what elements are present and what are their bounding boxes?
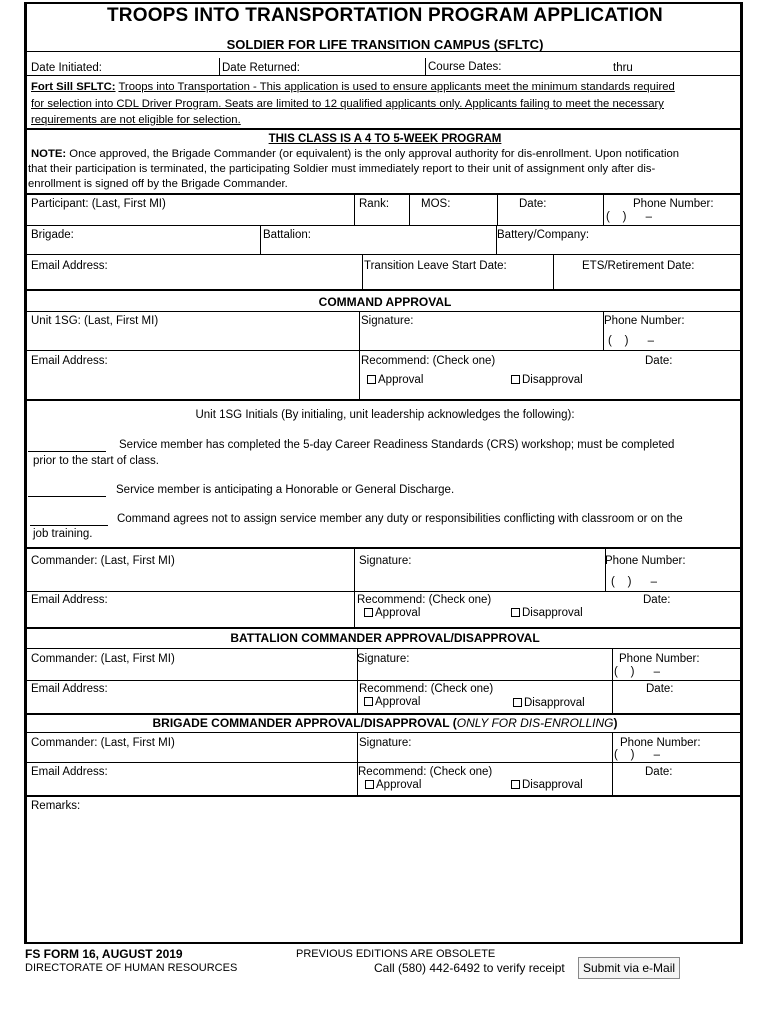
unit-1sg-disapproval-checkbox[interactable] bbox=[511, 375, 520, 384]
date-initiated-label: Date Initiated: bbox=[31, 62, 102, 74]
class-length-heading: THIS CLASS IS A 4 TO 5-WEEK PROGRAM bbox=[268, 133, 502, 145]
initials-heading: Unit 1SG Initials (By initialing, unit leadership acknowledges the following): bbox=[195, 409, 575, 421]
brigade-email-label: Email Address: bbox=[31, 766, 108, 778]
divider bbox=[25, 713, 743, 715]
commander-recommend-label: Recommend: (Check one) bbox=[357, 594, 492, 606]
initials-item-3-line-1: Command agrees not to assign service member any duty or responsibilities conflicting with classroom or on the bbox=[117, 513, 683, 525]
form-id: FS FORM 16, AUGUST 2019 bbox=[25, 947, 183, 961]
divider bbox=[425, 58, 426, 75]
divider bbox=[25, 51, 743, 52]
divider bbox=[25, 289, 743, 291]
battalion-email-label: Email Address: bbox=[31, 683, 108, 695]
ets-retirement-label: ETS/Retirement Date: bbox=[582, 260, 695, 272]
commander-phone-mask[interactable]: ( ) – bbox=[611, 576, 658, 588]
divider bbox=[25, 399, 743, 401]
initials-item-1-line-2: prior to the start of class. bbox=[33, 455, 159, 467]
transition-leave-label: Transition Leave Start Date: bbox=[364, 260, 507, 272]
commander-disapproval-checkbox[interactable] bbox=[511, 608, 520, 617]
divider bbox=[357, 733, 358, 795]
brigade-date-label: Date: bbox=[645, 766, 673, 778]
participant-phone-mask[interactable]: ( ) – bbox=[606, 211, 653, 223]
form-subtitle: SOLDIER FOR LIFE TRANSITION CAMPUS (SFLTC) bbox=[226, 37, 544, 52]
battalion-approval-label: Approval bbox=[375, 696, 421, 708]
unit-1sg-phone-mask[interactable]: ( ) – bbox=[608, 335, 655, 347]
participant-email-label: Email Address: bbox=[31, 260, 108, 272]
divider bbox=[25, 680, 743, 681]
battalion-date-label: Date: bbox=[646, 683, 674, 695]
divider bbox=[25, 254, 743, 255]
rank-label: Rank: bbox=[359, 198, 390, 210]
commander-signature-label: Signature: bbox=[359, 555, 412, 567]
unit-1sg-recommend-label: Recommend: (Check one) bbox=[361, 355, 496, 367]
unit-1sg-disapproval-label: Disapproval bbox=[522, 374, 583, 386]
brigade-heading: BRIGADE COMMANDER APPROVAL/DISAPPROVAL (ONLY FOR DIS-ENROLLING) bbox=[152, 716, 618, 730]
divider bbox=[409, 194, 410, 225]
course-dates-label: Course Dates: bbox=[428, 61, 502, 73]
divider bbox=[553, 255, 554, 289]
divider bbox=[603, 194, 604, 225]
date-returned-label: Date Returned: bbox=[222, 62, 300, 74]
commander-approval-checkbox[interactable] bbox=[364, 608, 373, 617]
intro-line-1: Fort Sill SFLTC: Troops into Transportation - This application is used to ensure applicants meet the minimum standards required bbox=[31, 81, 675, 93]
initials-item-2: Service member is anticipating a Honorable or General Discharge. bbox=[116, 484, 455, 496]
brigade-approval-label: Approval bbox=[376, 779, 422, 791]
brigade-phone-label: Phone Number: bbox=[620, 737, 701, 749]
divider bbox=[25, 591, 743, 592]
participant-name-label: Participant: (Last, First MI) bbox=[31, 198, 166, 210]
brigade-signature-label: Signature: bbox=[359, 737, 412, 749]
divider bbox=[260, 226, 261, 254]
brigade-label: Brigade: bbox=[31, 229, 74, 241]
divider bbox=[25, 225, 743, 226]
divider bbox=[25, 350, 743, 351]
divider bbox=[25, 193, 743, 195]
divider bbox=[354, 549, 355, 627]
divider bbox=[219, 58, 220, 75]
divider bbox=[359, 312, 360, 399]
brigade-phone-mask[interactable]: ( ) – bbox=[614, 749, 661, 761]
mos-label: MOS: bbox=[421, 198, 451, 210]
initials-item-1-line-1: Service member has completed the 5-day Career Readiness Standards (CRS) workshop; must be completed bbox=[119, 439, 675, 451]
unit-1sg-signature-label: Signature: bbox=[361, 315, 414, 327]
divider bbox=[25, 311, 743, 312]
initials-blank-1[interactable] bbox=[28, 451, 106, 452]
unit-1sg-approval-label: Approval bbox=[378, 374, 424, 386]
battalion-approval-checkbox[interactable] bbox=[364, 697, 373, 706]
course-dates-thru: thru bbox=[613, 62, 633, 74]
initials-blank-2[interactable] bbox=[28, 496, 106, 497]
participant-date-label: Date: bbox=[519, 198, 547, 210]
initials-item-3-line-2: job training. bbox=[33, 528, 93, 540]
note-line-1: NOTE: Once approved, the Brigade Commander (or equivalent) is the only approval authority for dis-enrollment. Upon notification bbox=[31, 148, 680, 160]
divider bbox=[25, 648, 743, 649]
divider bbox=[362, 255, 363, 289]
unit-1sg-label: Unit 1SG: (Last, First MI) bbox=[31, 315, 159, 327]
divider bbox=[25, 795, 743, 797]
brigade-disapproval-label: Disapproval bbox=[522, 779, 583, 791]
battalion-disapproval-checkbox[interactable] bbox=[513, 698, 522, 707]
directorate-label: DIRECTORATE OF HUMAN RESOURCES bbox=[25, 962, 238, 974]
commander-email-label: Email Address: bbox=[31, 594, 108, 606]
unit-1sg-email-label: Email Address: bbox=[31, 355, 108, 367]
battalion-label: Battalion: bbox=[263, 229, 311, 241]
obsolete-notice: PREVIOUS EDITIONS ARE OBSOLETE bbox=[296, 948, 496, 960]
battalion-phone-label: Phone Number: bbox=[619, 653, 700, 665]
battalion-phone-mask[interactable]: ( ) – bbox=[614, 666, 661, 678]
form-title: TROOPS INTO TRANSPORTATION PROGRAM APPLICATION bbox=[107, 5, 663, 26]
commander-name-label: Commander: (Last, First MI) bbox=[31, 555, 175, 567]
commander-phone-label: Phone Number: bbox=[605, 555, 686, 567]
unit-1sg-approval-checkbox[interactable] bbox=[367, 375, 376, 384]
divider bbox=[25, 762, 743, 763]
battalion-signature-label: Signature: bbox=[357, 653, 410, 665]
commander-approval-label: Approval bbox=[375, 607, 421, 619]
remarks-field[interactable] bbox=[27, 815, 739, 939]
note-line-3: enrollment is signed off by the Brigade Commander. bbox=[28, 178, 288, 190]
brigade-disapproval-checkbox[interactable] bbox=[511, 780, 520, 789]
divider bbox=[25, 547, 743, 549]
note-line-2: that their participation is terminated, the participating Soldier must immediately report to their unit of assignment only after dis- bbox=[28, 163, 656, 175]
brigade-recommend-label: Recommend: (Check one) bbox=[358, 766, 493, 778]
brigade-commander-name-label: Commander: (Last, First MI) bbox=[31, 737, 175, 749]
submit-email-button[interactable]: Submit via e-Mail bbox=[578, 957, 680, 979]
commander-date-label: Date: bbox=[643, 594, 671, 606]
battalion-recommend-label: Recommend: (Check one) bbox=[359, 683, 494, 695]
divider bbox=[25, 128, 743, 130]
battalion-disapproval-label: Disapproval bbox=[524, 697, 585, 709]
divider bbox=[612, 649, 613, 713]
unit-1sg-phone-label: Phone Number: bbox=[604, 315, 685, 327]
initials-blank-3[interactable] bbox=[30, 525, 108, 526]
intro-line-3: requirements are not eligible for selection. bbox=[31, 114, 241, 126]
divider bbox=[25, 627, 743, 629]
commander-disapproval-label: Disapproval bbox=[522, 607, 583, 619]
battery-company-label: Battery/Company: bbox=[497, 229, 590, 241]
brigade-approval-checkbox[interactable] bbox=[365, 780, 374, 789]
divider bbox=[354, 194, 355, 225]
divider bbox=[25, 75, 743, 76]
remarks-label: Remarks: bbox=[31, 800, 81, 812]
divider bbox=[25, 732, 743, 733]
participant-phone-label: Phone Number: bbox=[633, 198, 714, 210]
divider bbox=[497, 194, 498, 225]
divider bbox=[612, 733, 613, 795]
intro-line-2: for selection into CDL Driver Program. Seats are limited to 12 qualified applicants only. Applicants failing to meet the necessary bbox=[31, 98, 664, 110]
unit-1sg-date-label: Date: bbox=[645, 355, 673, 367]
verify-receipt-text: Call (580) 442-6492 to verify receipt bbox=[374, 961, 565, 975]
battalion-commander-name-label: Commander: (Last, First MI) bbox=[31, 653, 175, 665]
battalion-heading: BATTALION COMMANDER APPROVAL/DISAPPROVAL bbox=[230, 631, 540, 645]
command-approval-heading: COMMAND APPROVAL bbox=[318, 295, 452, 309]
